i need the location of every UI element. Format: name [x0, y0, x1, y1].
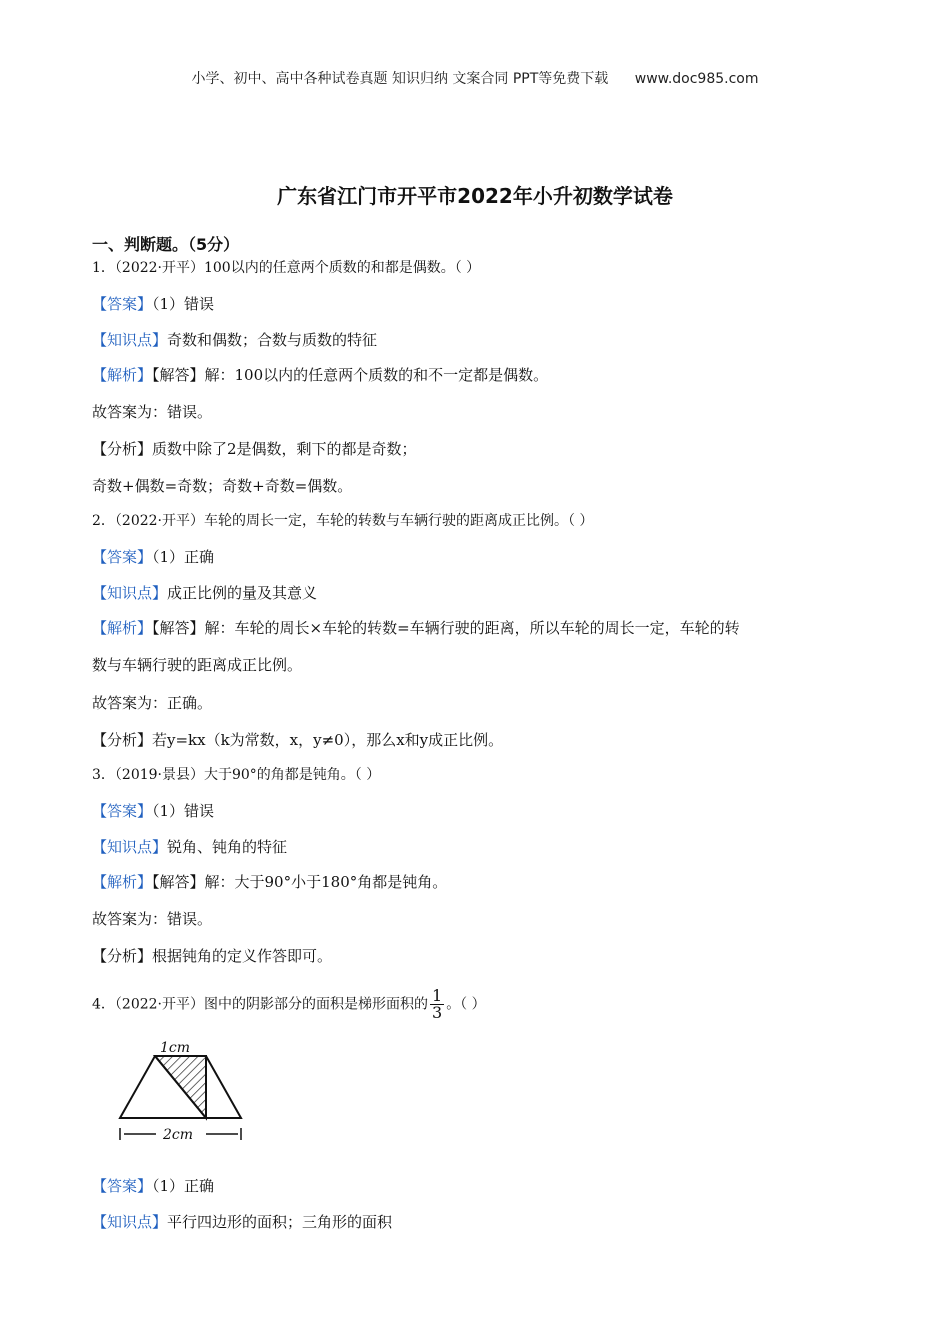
- q1-fenxi-1: 【分析】质数中除了2是偶数，剩下的都是奇数；: [92, 440, 417, 458]
- q1-analysis-text: 【解答】解：100以内的任意两个质数的和不一定都是偶数。: [152, 366, 549, 384]
- knowledge-tag: 【知识点】: [92, 331, 168, 349]
- knowledge-tag: 【知识点】: [92, 584, 168, 602]
- q4-answer-text: （1）正确: [152, 1177, 215, 1195]
- q2-knowledge-text: 成正比例的量及其意义: [167, 584, 318, 602]
- q3-answer: [92, 801, 214, 821]
- q4-knowledge: [92, 1212, 392, 1232]
- header-text: 小学、初中、高中各种试卷真题 知识归纳 文案合同 PPT等免费下载: [191, 71, 609, 87]
- section-heading: 一、判断题。（5分）: [92, 235, 240, 254]
- q1-answer-text: （1）错误: [152, 295, 215, 313]
- q4-stem: [92, 988, 486, 1021]
- q3-knowledge-text: 锐角、钝角的特征: [167, 838, 288, 856]
- top-base-label: 1cm: [160, 1040, 191, 1056]
- q2-conclusion: 故答案为：正确。: [92, 694, 213, 712]
- q3-answer-text: （1）错误: [152, 802, 215, 820]
- q1-knowledge: [92, 330, 377, 350]
- q2-answer-text: （1）正确: [152, 548, 215, 566]
- q2-analysis-text-1: 【解答】解：车轮的周长×车轮的转数=车辆行驶的距离，所以车轮的周长一定，车轮的转: [152, 619, 740, 637]
- page-header: [0, 68, 950, 88]
- analysis-tag: 【解析】: [92, 873, 153, 891]
- answer-tag: 【答案】: [92, 1177, 153, 1195]
- q3-analysis: [92, 872, 447, 892]
- q3-fenxi: 【分析】根据钝角的定义作答即可。: [92, 947, 333, 965]
- q2-knowledge: [92, 583, 317, 603]
- q3-knowledge: [92, 837, 287, 857]
- q1-conclusion: 故答案为：错误。: [92, 403, 213, 421]
- q1-answer: [92, 294, 214, 314]
- fraction: [430, 988, 444, 1021]
- q2-analysis-1: [92, 618, 740, 638]
- bottom-base-label: 2cm: [163, 1127, 194, 1143]
- q1-fenxi-2: 奇数+偶数=奇数；奇数+奇数=偶数。: [92, 477, 353, 495]
- q4-stem-end: 。（ ）: [446, 996, 486, 1013]
- q3-stem: 3．（2019·景县）大于90°的角都是钝角。（ ）: [92, 767, 381, 783]
- fraction-numerator: 1: [432, 986, 443, 1005]
- q4-knowledge-text: 平行四边形的面积；三角形的面积: [167, 1213, 393, 1231]
- knowledge-tag: 【知识点】: [92, 1213, 168, 1231]
- q4-answer: [92, 1176, 214, 1196]
- q2-analysis-2: 数与车辆行驶的距离成正比例。: [92, 656, 303, 674]
- analysis-tag: 【解析】: [92, 366, 153, 384]
- answer-tag: 【答案】: [92, 802, 153, 820]
- knowledge-tag: 【知识点】: [92, 838, 168, 856]
- q1-analysis: [92, 365, 548, 385]
- analysis-tag: 【解析】: [92, 619, 153, 637]
- fraction-denominator: 3: [432, 1003, 443, 1022]
- q3-analysis-text: 【解答】解：大于90°小于180°角都是钝角。: [152, 873, 448, 891]
- q1-knowledge-text: 奇数和偶数；合数与质数的特征: [167, 331, 378, 349]
- trapezoid-figure: [116, 1036, 246, 1148]
- header-site[interactable]: www.doc985.com: [634, 71, 759, 87]
- q1-stem: 1．（2022·开平）100以内的任意两个质数的和都是偶数。（ ）: [92, 260, 481, 276]
- page-title: 广东省江门市开平市2022年小升初数学试卷: [277, 184, 673, 208]
- answer-tag: 【答案】: [92, 295, 153, 313]
- q3-conclusion: 故答案为：错误。: [92, 910, 213, 928]
- trapezoid-diagram: [116, 1036, 246, 1148]
- q4-stem-text: 4．（2022·开平）图中的阴影部分的面积是梯形面积的: [92, 996, 428, 1013]
- answer-tag: 【答案】: [92, 548, 153, 566]
- q2-answer: [92, 547, 214, 567]
- q2-fenxi: 【分析】若y=kx（k为常数，x，y≠0），那么x和y成正比例。: [92, 731, 504, 749]
- q2-stem: 2．（2022·开平）车轮的周长一定，车轮的转数与车辆行驶的距离成正比例。（ ）: [92, 513, 594, 529]
